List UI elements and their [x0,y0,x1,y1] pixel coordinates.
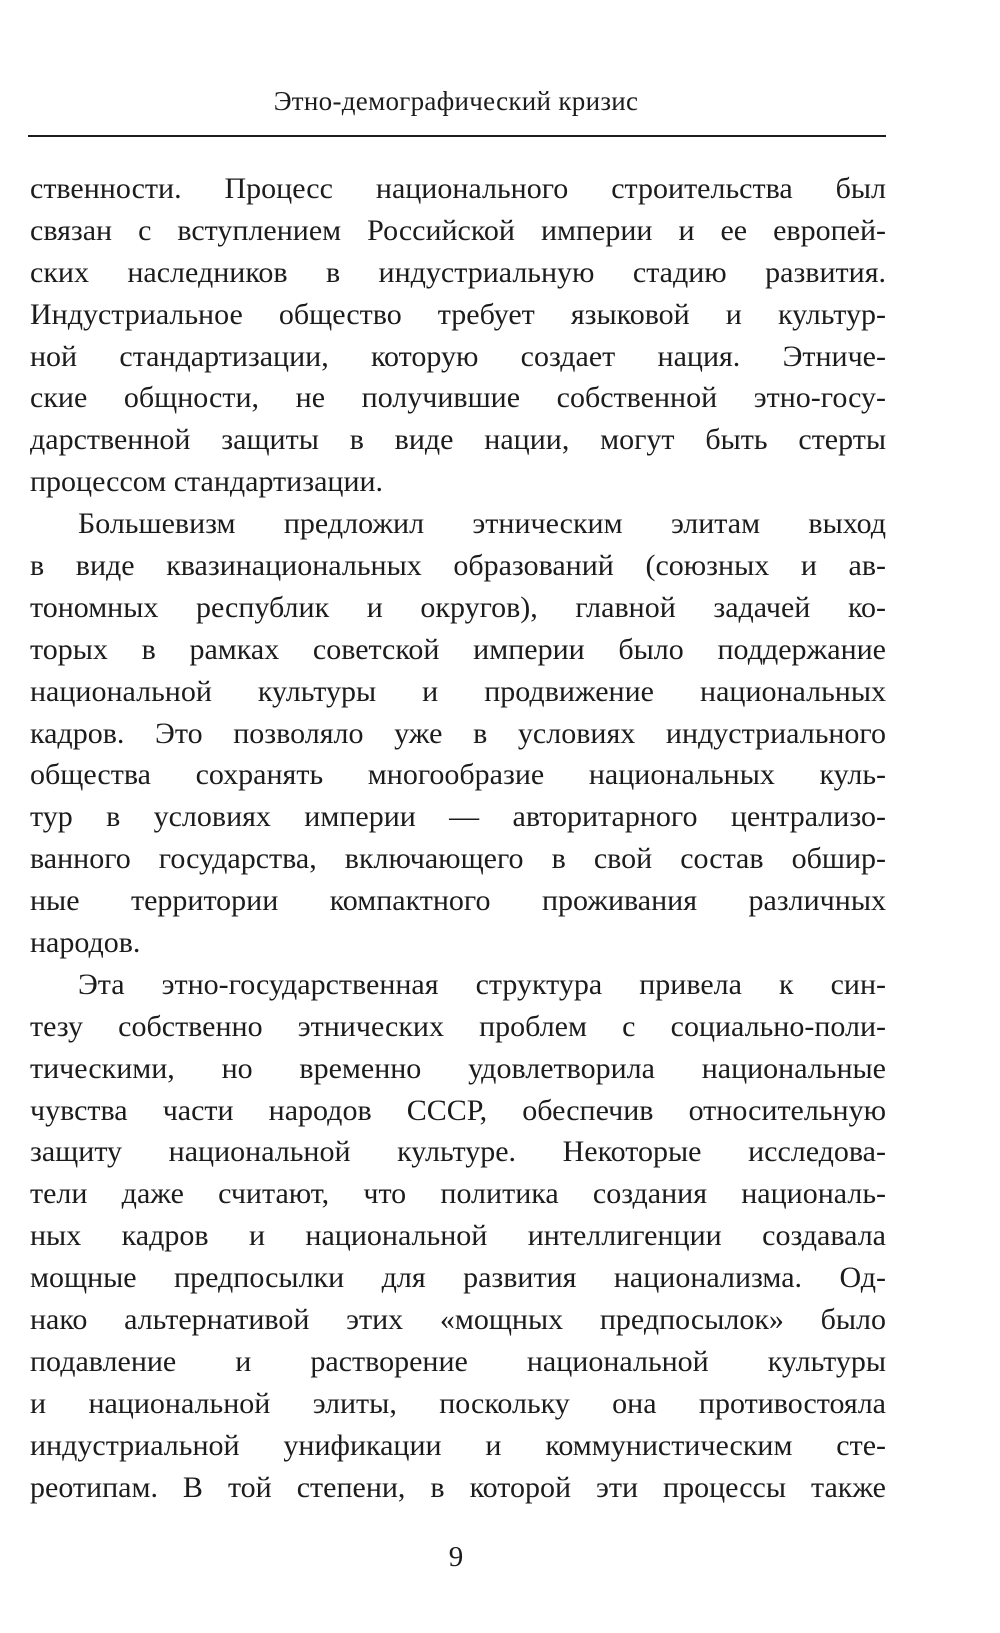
header-rule [28,135,886,137]
text-line: нако альтернативой этих «мощных предпосылок» было [30,1303,886,1337]
text-line: национальной культуры и продвижение национальных [30,674,886,708]
paragraph [30,503,886,964]
running-head: Этно-демографический кризис [273,86,639,116]
text-line: защиту национальной культуре. Некоторые исследова- [30,1135,886,1169]
text-line: ные территории компактного проживания различных [30,884,886,918]
text-line: ских наследников в индустриальную стадию развития. [30,255,886,289]
text-line: Большевизм предложил этническим элитам выход [78,507,886,541]
text-line: тическими, но временно удовлетворила национальные [30,1051,886,1085]
text-line: тур в условиях империи — авторитарного централизо- [30,800,886,834]
text-line: Эта этно-государственная структура привела к син- [78,967,886,1001]
text-line: в виде квазинациональных образований (союзных и ав- [30,549,886,583]
text-line: народов. [30,926,141,960]
text-line: кадров. Это позволяло уже в условиях индустриального [30,716,886,750]
paragraph [30,964,886,1509]
text-line: тезу собственно этнических проблем с социально-поли- [30,1009,886,1043]
text-line: тономных республик и округов), главной задачей ко- [30,590,886,624]
text-line: ной стандартизации, которую создает нация. Этниче- [30,339,886,373]
text-line: общества сохранять многообразие национальных куль- [30,758,886,792]
text-line: мощные предпосылки для развития национализма. Од- [30,1261,886,1295]
text-line: индустриальной унификации и коммунистическим сте- [30,1428,886,1462]
text-line: ванного государства, включающего в свой состав обшир- [30,842,886,876]
text-line: Индустриальное общество требует языковой и культур- [30,297,886,331]
text-line: тели даже считают, что политика создания националь- [30,1177,886,1211]
text-line: и национальной элиты, поскольку она противостояла [30,1386,886,1420]
text-line: реотипам. В той степени, в которой эти процессы также [30,1470,886,1504]
text-line: торых в рамках советской империи было поддержание [30,632,886,666]
body-text [30,168,886,1509]
paragraph [30,168,886,503]
page-number: 9 [448,1541,464,1573]
text-line: ственности. Процесс национального строительства был [30,172,886,205]
text-line: подавление и растворение национальной культуры [30,1344,886,1378]
text-line: дарственной защиты в виде нации, могут быть стерты [30,423,886,457]
text-line: ных кадров и национальной интеллигенции создавала [30,1219,886,1253]
text-line: ские общности, не получившие собственной этно-госу- [30,381,886,415]
text-line: чувства части народов СССР, обеспечив относительную [30,1093,886,1127]
text-line: связан с вступлением Российской империи и ее европей- [30,213,886,247]
text-line: процессом стандартизации. [30,465,384,499]
